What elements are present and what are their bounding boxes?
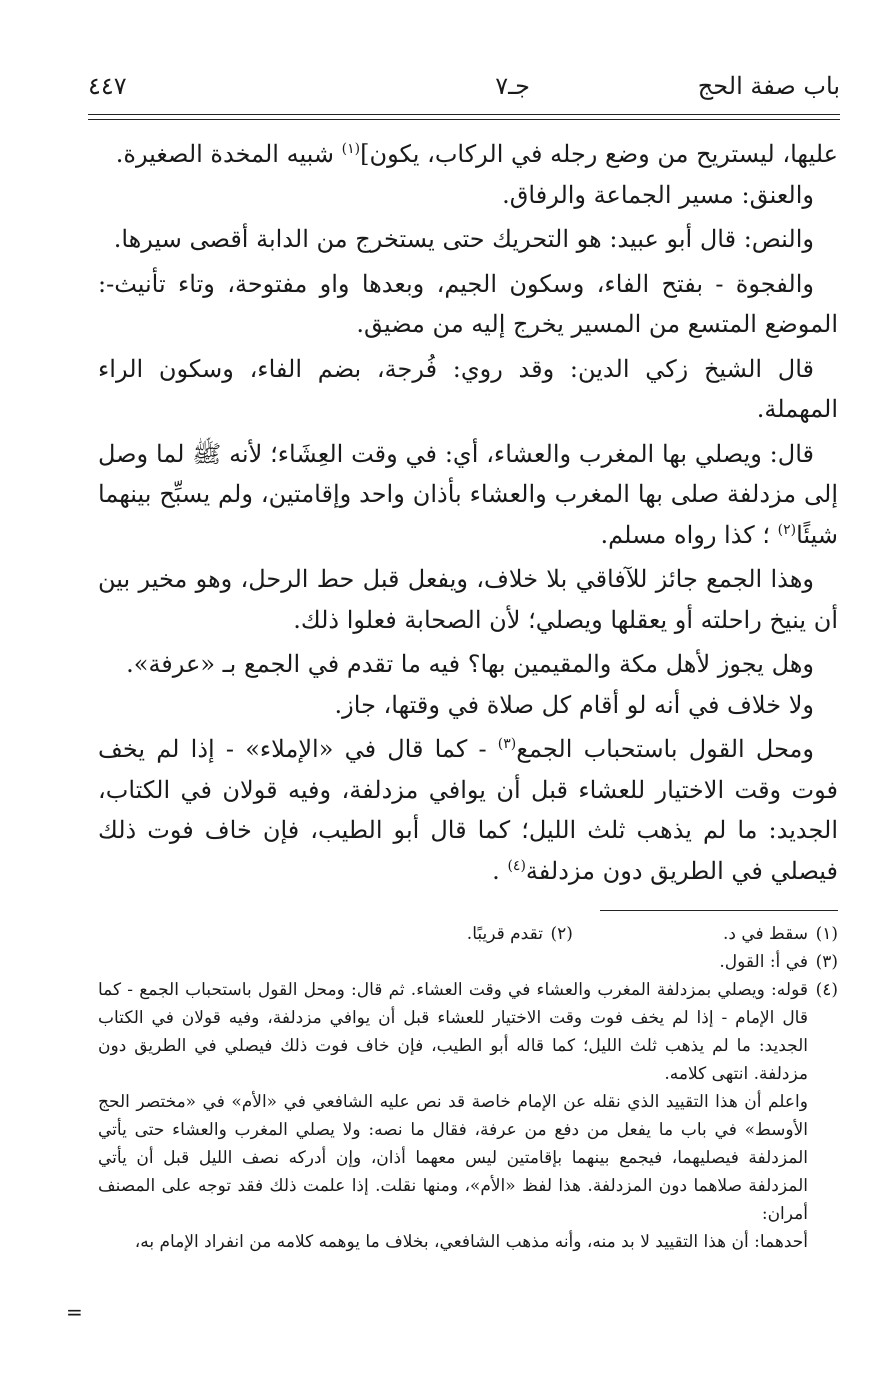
paragraph: وهل يجوز لأهل مكة والمقيمين بها؟ فيه ما تقدم في الجمع بـ «عرفة». <box>126 650 814 678</box>
paragraph: والعنق: مسير الجماعة والرفاق. <box>502 180 814 209</box>
footnote-text: تقدم قريبًا. <box>466 924 543 944</box>
volume-label: جـ٧ <box>495 72 530 100</box>
continuation-mark: = <box>66 1300 83 1324</box>
paragraph: والنص: قال أبو عبيد: هو التحريك حتى يستخرج من الدابة أقصى سيرها. <box>113 225 814 253</box>
footnote-row <box>98 976 838 1088</box>
page-number: ٤٤٧ <box>88 72 127 100</box>
chapter-title: باب صفة الحج <box>697 72 840 100</box>
footnote-ref: (١) <box>341 141 361 157</box>
footnote-separator <box>600 910 838 911</box>
footnote-row <box>98 920 838 948</box>
paragraph: قال: ويصلي بها المغرب والعشاء، أي: في وقت العِشَاء؛ لأنه ﷺ لما وصل إلى مزدلفة صلى بها المغرب والعشاء بأذان واحد وإقامتين، ولم يسبِّح بينهما شيئًا$^{(٢)}$ ؛ كذا رواه مسلم. <box>98 439 838 549</box>
footnote-number: (١) <box>815 924 838 944</box>
paragraph: والفجوة - بفتح الفاء، وسكون الجيم، وبعدها واو مفتوحة، وتاء تأنيث-: الموضع المتسع من المسير يخرج إليه من مضيق. <box>98 269 838 338</box>
paragraph: ومحل القول باستحباب الجمع$^{(٣)}$ - كما قال في «الإملاء» - إذا لم يخف فوت وقت الاختيار للعشاء قبل أن يوافي مزدلفة، وفيه قولان في الكتاب، الجديد: ما لم يذهب ثلث الليل؛ كما قال أبو الطيب، فإن خاف فوت ذلك فيصلي في الطريق دون مزدلفة$^{(٤)}$ . <box>98 735 838 885</box>
footnote-row <box>98 948 838 976</box>
running-header <box>88 70 840 110</box>
footnote-number: (٣) <box>815 952 838 972</box>
footnote-number: (٢) <box>550 924 573 944</box>
footnote-ref: (٣) <box>497 736 517 752</box>
header-rule <box>88 114 840 115</box>
paragraph: عليها، ليستريح من وضع رجله في الركاب، يكون]$^{(١)}$ شبيه المخدة الصغيرة. <box>115 140 838 168</box>
footnote-continuation: واعلم أن هذا التقييد الذي نقله عن الإمام خاصة قد نص عليه الشافعي في «الأم» في «مختصر الحج الأوسط» في باب ما يفعل من دفع من عرفة، فقال ما نصه: ولا يصلي المغرب والعشاء حتى يأتي المزدلفة فيصليهما، فيجمع بينهما بإقامتين ليس معهما أذان، وإن أدركه نصف الليل قبل أن يأتي المزدلفة صلاهما دون المزدلفة. هذا لفظ «الأم»، ومنها نقلت. إذا علمت ذلك فقد توجه على المصنف أمران: <box>98 1092 808 1224</box>
main-text <box>98 134 838 891</box>
footnote-text: قوله: ويصلي بمزدلفة المغرب والعشاء في وقت العشاء. ثم قال: ومحل القول باستحباب الجمع - كما قال الإمام - إذا لم يخف فوت وقت الاختيار للعشاء قبل أن يوافي مزدلفة، وفيه قولان في الكتاب الجديد: ما لم يذهب ثلث الليل؛ كما قاله أبو الطيب، فإن خاف فوت ذلك فيصلي في الطريق دون مزدلفة. انتهى كلامه. <box>98 980 808 1084</box>
header-rule-thin <box>88 119 840 120</box>
footnote-text: في أ: القول. <box>719 952 808 972</box>
footnote-continuation: أحدهما: أن هذا التقييد لا بد منه، وأنه مذهب الشافعي، بخلاف ما يوهمه كلامه من انفراد الإمام به، <box>134 1232 808 1252</box>
paragraph: وهذا الجمع جائز للآفاقي بلا خلاف، ويفعل قبل حط الرحل، وهو مخير بين أن ينيخ راحلته أو يعقلها ويصلي؛ لأن الصحابة فعلوا ذلك. <box>98 565 838 634</box>
footnote-ref: (٤) <box>507 857 526 874</box>
paragraph: قال الشيخ زكي الدين: وقد روي: فُرجة، بضم الفاء، وسكون الراء المهملة. <box>98 354 838 423</box>
footnote-ref: (٢) <box>777 521 797 538</box>
footnotes <box>98 920 838 1256</box>
footnote-text: سقط في د. <box>722 924 808 944</box>
paragraph: ولا خلاف في أنه لو أقام كل صلاة في وقتها، جاز. <box>334 690 814 719</box>
footnote-number: (٤) <box>815 980 838 1000</box>
